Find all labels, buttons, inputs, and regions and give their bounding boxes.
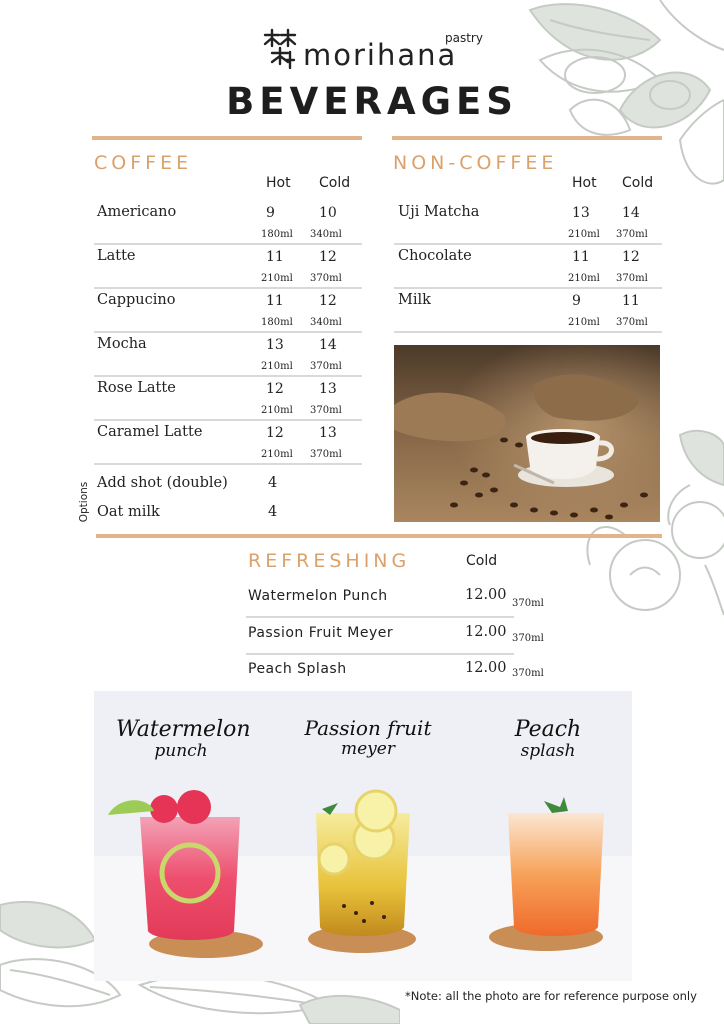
cold-price: 13 xyxy=(319,425,337,441)
cold-price: 12 xyxy=(622,249,640,265)
morihana-logo xyxy=(262,24,298,72)
option-price: 4 xyxy=(268,475,278,491)
drink-label-line: Watermelon xyxy=(116,717,251,742)
hot-volume: 210ml xyxy=(568,273,600,284)
refreshing-row xyxy=(246,619,514,655)
coffee-cold-header: Cold xyxy=(319,175,351,191)
photo-disclaimer: *Note: all the photo are for reference purpose only xyxy=(405,989,697,1003)
hot-price: 11 xyxy=(266,293,284,309)
drink-label-peach xyxy=(498,717,598,762)
hot-price: 12 xyxy=(266,425,284,441)
option-name: Oat milk xyxy=(97,504,160,520)
cold-volume: 370ml xyxy=(616,229,648,240)
item-name: Passion Fruit Meyer xyxy=(248,625,394,641)
cold-volume: 370ml xyxy=(310,449,342,460)
cold-volume: 370ml xyxy=(512,633,544,644)
coffee-row xyxy=(94,331,362,377)
cold-volume: 370ml xyxy=(310,273,342,284)
cold-volume: 370ml xyxy=(310,405,342,416)
non-coffee-section-title: NON-COFFEE xyxy=(393,152,558,174)
hot-price: 13 xyxy=(572,205,590,221)
cold-price: 12 xyxy=(319,249,337,265)
option-name: Add shot (double) xyxy=(97,475,228,491)
refreshing-row xyxy=(246,582,514,618)
cold-price: 14 xyxy=(622,205,640,221)
cold-volume: 340ml xyxy=(310,229,342,240)
item-name: Caramel Latte xyxy=(97,424,203,440)
hot-price: 12 xyxy=(266,381,284,397)
options-label xyxy=(70,480,98,524)
coffee-row xyxy=(94,375,362,421)
item-name: Latte xyxy=(97,248,136,264)
coffee-row xyxy=(94,199,362,245)
item-name: Cappucino xyxy=(97,292,176,308)
item-name: Chocolate xyxy=(398,248,472,264)
drink-label-watermelon xyxy=(116,717,251,762)
refreshing-divider xyxy=(96,534,662,538)
hot-volume: 210ml xyxy=(261,405,293,416)
drink-label-line: punch xyxy=(154,741,208,762)
hot-price: 9 xyxy=(266,205,275,221)
item-name: Peach Splash xyxy=(248,661,347,677)
cold-price: 12 xyxy=(319,293,337,309)
coffee-photo xyxy=(394,345,660,522)
refreshing-row xyxy=(246,655,514,689)
item-name: Americano xyxy=(97,204,177,220)
cold-price: 12.00 xyxy=(465,624,507,640)
non-coffee-hot-header: Hot xyxy=(572,175,597,191)
item-name: Rose Latte xyxy=(97,380,176,396)
coffee-section-title: COFFEE xyxy=(94,152,193,174)
item-name: Uji Matcha xyxy=(398,204,480,220)
non-coffee-row xyxy=(394,287,662,333)
options-label-text: Options xyxy=(78,481,90,523)
cold-price: 13 xyxy=(319,381,337,397)
brand-name: morihana xyxy=(303,38,458,72)
cold-price: 14 xyxy=(319,337,337,353)
hot-volume: 180ml xyxy=(261,229,293,240)
hot-volume: 180ml xyxy=(261,317,293,328)
non-coffee-cold-header: Cold xyxy=(622,175,654,191)
item-name: Watermelon Punch xyxy=(248,588,388,604)
hot-volume: 210ml xyxy=(568,317,600,328)
hot-volume: 210ml xyxy=(261,361,293,372)
coffee-divider xyxy=(92,136,362,140)
item-name: Milk xyxy=(398,292,431,308)
cold-volume: 370ml xyxy=(512,668,544,679)
coffee-row xyxy=(94,287,362,333)
cold-price: 11 xyxy=(622,293,640,309)
cold-volume: 370ml xyxy=(310,361,342,372)
refreshing-section-title: REFRESHING xyxy=(248,550,411,572)
hot-volume: 210ml xyxy=(261,273,293,284)
non-coffee-row xyxy=(394,199,662,245)
drink-label-line: Peach xyxy=(514,717,582,742)
cold-price: 12.00 xyxy=(465,587,507,603)
hot-volume: 210ml xyxy=(261,449,293,460)
hot-price: 11 xyxy=(266,249,284,265)
drink-label-line: splash xyxy=(520,741,576,762)
page-title: BEVERAGES xyxy=(226,80,518,123)
hot-volume: 210ml xyxy=(568,229,600,240)
refreshing-drinks-photo xyxy=(94,691,632,981)
drink-label-line: Passion fruit xyxy=(304,716,432,740)
option-price: 4 xyxy=(268,504,278,520)
refreshing-cold-header: Cold xyxy=(466,553,498,569)
hot-price: 13 xyxy=(266,337,284,353)
cold-volume: 370ml xyxy=(616,273,648,284)
hot-price: 11 xyxy=(572,249,590,265)
cold-volume: 340ml xyxy=(310,317,342,328)
cold-volume: 370ml xyxy=(512,598,544,609)
non-coffee-row xyxy=(394,243,662,289)
coffee-hot-header: Hot xyxy=(266,175,291,191)
brand-subtitle: pastry xyxy=(445,31,483,45)
drink-label-passion-fruit xyxy=(298,717,438,760)
drink-label-line: meyer xyxy=(341,739,395,759)
hot-price: 9 xyxy=(572,293,581,309)
coffee-row xyxy=(94,419,362,465)
coffee-row xyxy=(94,243,362,289)
cold-price: 12.00 xyxy=(465,660,507,676)
cold-price: 10 xyxy=(319,205,337,221)
item-name: Mocha xyxy=(97,336,147,352)
non-coffee-divider xyxy=(392,136,662,140)
cold-volume: 370ml xyxy=(616,317,648,328)
